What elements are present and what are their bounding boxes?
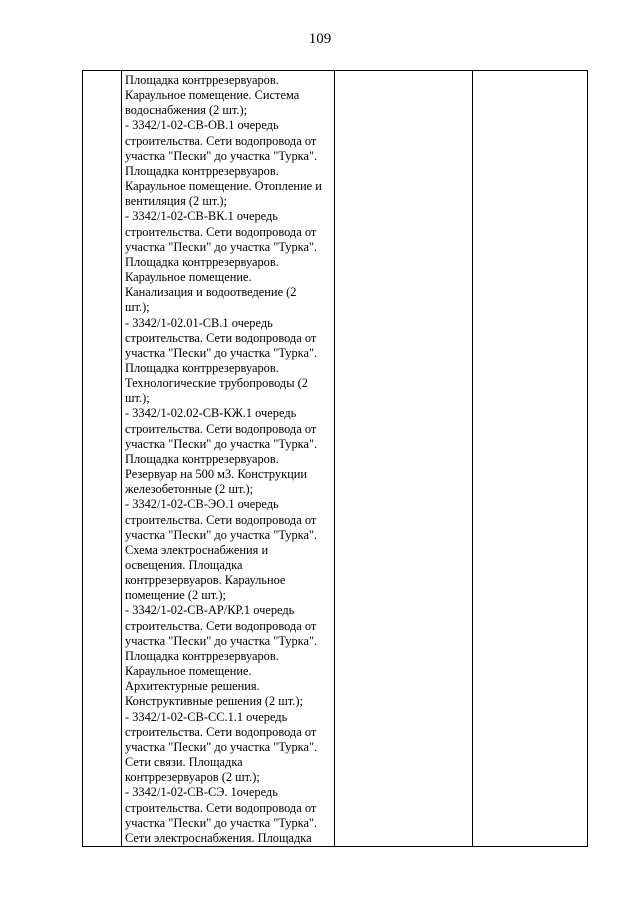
description-line: Площадка контррезервуаров. bbox=[125, 451, 279, 466]
description-line: участка "Пески" до участка "Турка". bbox=[125, 739, 318, 754]
description-line: Площадка контррезервуаров. bbox=[125, 73, 279, 87]
description-line: - 3342/1-02-СВ-СЭ. 1очередь bbox=[125, 785, 278, 800]
description-line: - 3342/1-02.01-СВ.1 очередь bbox=[125, 315, 273, 330]
description-line: - 3342/1-02-СВ-ОВ.1 очередь bbox=[125, 118, 279, 133]
description-line: контррезервуаров. Караульное bbox=[125, 573, 286, 588]
table-cell-empty-2 bbox=[473, 71, 588, 847]
description-line: Караульное помещение. bbox=[125, 270, 252, 285]
description-line: участка "Пески" до участка "Турка". bbox=[125, 436, 318, 451]
description-line: участка "Пески" до участка "Турка". bbox=[125, 815, 318, 830]
description-line: участка "Пески" до участка "Турка". bbox=[125, 239, 318, 254]
description-line: вентиляция (2 шт.); bbox=[125, 194, 228, 209]
description-line: - 3342/1-02-СВ-АР/КР.1 очередь bbox=[125, 603, 295, 618]
description-line: строительства. Сети водопровода от bbox=[125, 512, 317, 527]
description-line: Караульное помещение. Отопление и bbox=[125, 179, 322, 194]
description-line: строительства. Сети водопровода от bbox=[125, 133, 317, 148]
description-line: строительства. Сети водопровода от bbox=[125, 224, 317, 239]
description-line: строительства. Сети водопровода от bbox=[125, 800, 317, 815]
description-line: - 3342/1-02-СВ-ВК.1 очередь bbox=[125, 209, 278, 224]
description-line: Конструктивные решения (2 шт.); bbox=[125, 694, 303, 709]
description-line: строительства. Сети водопровода от bbox=[125, 618, 317, 633]
description-line: строительства. Сети водопровода от bbox=[125, 330, 317, 345]
description-line: Караульное помещение. Система bbox=[125, 88, 300, 103]
description-line: контррезервуаров (2 шт.); bbox=[125, 770, 260, 785]
description-line: шт.); bbox=[125, 300, 150, 315]
description-line: освещения. Площадка bbox=[125, 558, 243, 572]
description-line: Сети электроснабжения. Площадка bbox=[125, 830, 312, 845]
description-line: строительства. Сети водопровода от bbox=[125, 724, 317, 739]
description-line: строительства. Сети водопровода от bbox=[125, 421, 317, 436]
table-cell-number bbox=[83, 71, 122, 847]
description-line: - 3342/1-02.02-СВ-КЖ.1 очередь bbox=[125, 406, 297, 421]
description-line: Караульное помещение. bbox=[125, 664, 252, 679]
description-text bbox=[122, 71, 334, 846]
description-line: Площадка контррезервуаров. bbox=[125, 254, 279, 269]
description-line: Канализация и водоотведение (2 bbox=[125, 285, 297, 300]
description-line: помещение (2 шт.); bbox=[125, 588, 226, 603]
description-line: Площадка контррезервуаров. bbox=[125, 360, 279, 375]
description-line: участка "Пески" до участка "Турка". bbox=[125, 148, 318, 163]
description-line: Технологические трубопроводы (2 bbox=[125, 376, 308, 391]
table-row bbox=[83, 71, 588, 847]
description-line: водоснабжения (2 шт.); bbox=[125, 103, 248, 118]
description-line: участка "Пески" до участка "Турка". bbox=[125, 527, 318, 542]
table-cell-empty-1 bbox=[335, 71, 473, 847]
description-line: - 3342/1-02-СВ-ЭО.1 очередь bbox=[125, 497, 279, 512]
page-number: 109 bbox=[308, 31, 332, 47]
description-line: Схема электроснабжения и bbox=[125, 542, 269, 557]
description-line: Площадка контррезервуаров. bbox=[125, 648, 279, 663]
description-line: шт.); bbox=[125, 391, 150, 406]
description-line: Архитектурные решения. bbox=[125, 679, 260, 694]
description-line: участка "Пески" до участка "Турка". bbox=[125, 345, 318, 360]
description-line: Сети связи. Площадка bbox=[125, 755, 243, 770]
document-table bbox=[82, 70, 588, 847]
description-line: - 3342/1-02-СВ-СС.1.1 очередь bbox=[125, 709, 288, 724]
description-line: Площадка контррезервуаров. bbox=[125, 163, 279, 178]
description-line: Резервуар на 500 м3. Конструкции bbox=[125, 467, 308, 482]
table-cell-description bbox=[122, 71, 335, 847]
description-line: железобетонные (2 шт.); bbox=[125, 482, 254, 497]
description-line: участка "Пески" до участка "Турка". bbox=[125, 633, 318, 648]
